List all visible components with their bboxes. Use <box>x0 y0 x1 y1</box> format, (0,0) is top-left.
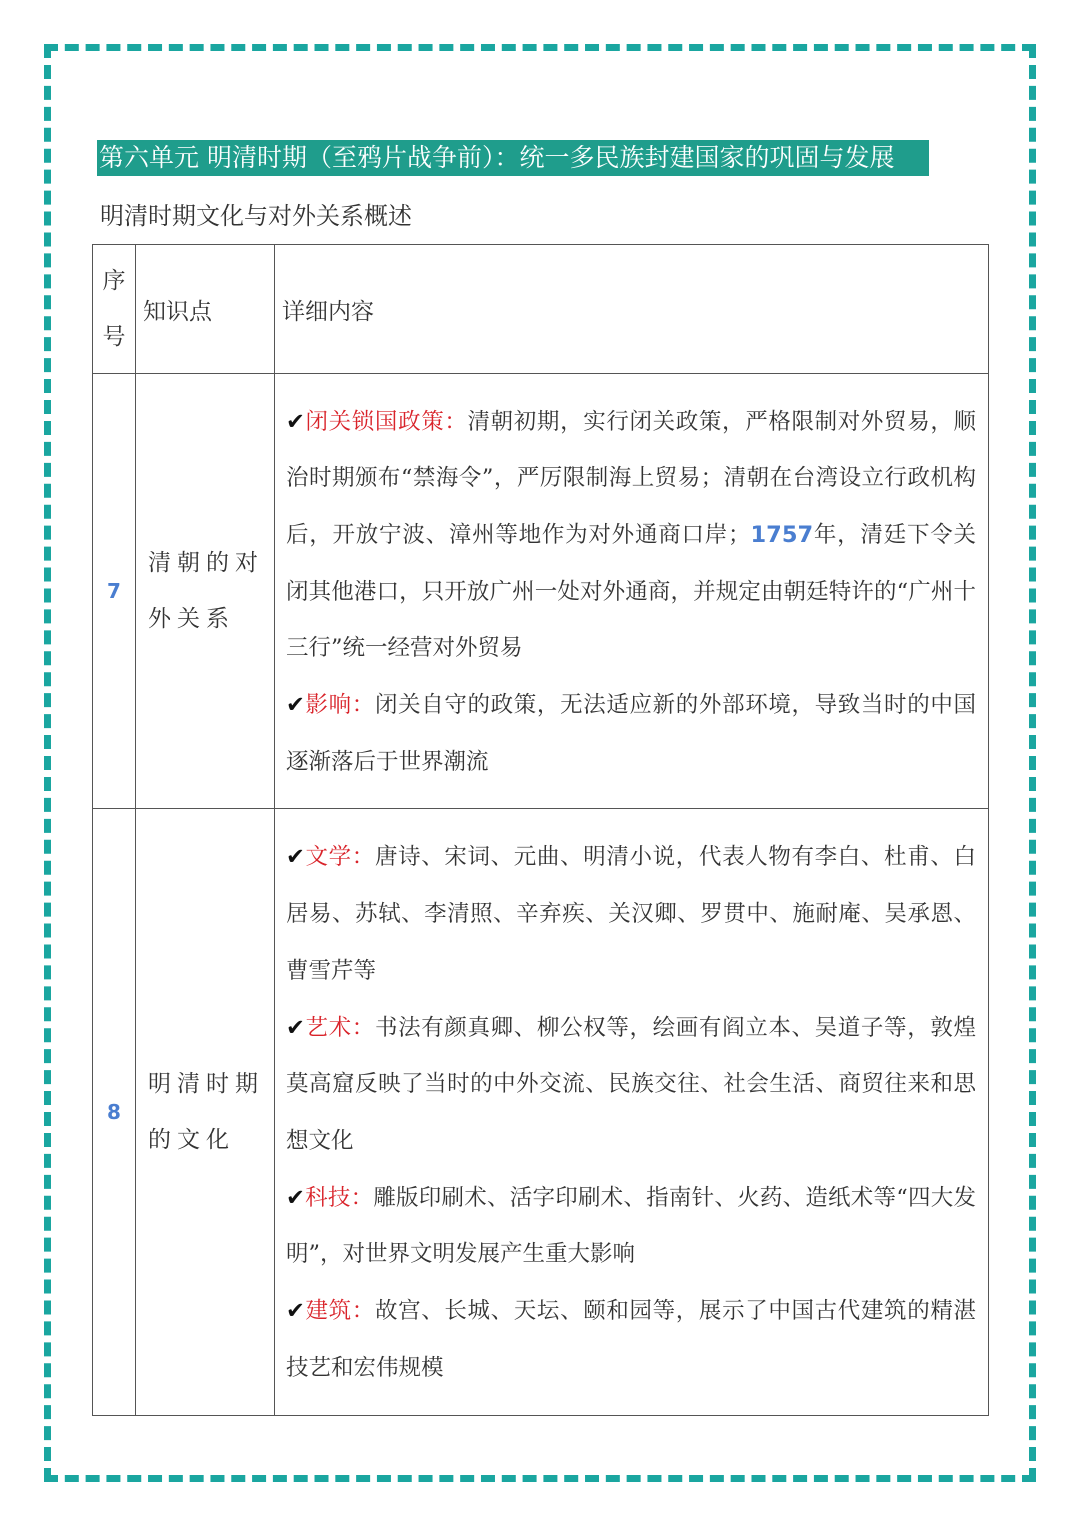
detail-key: 建筑： <box>304 1298 375 1325</box>
checkmark-icon: ✔ <box>286 408 305 435</box>
section-subtitle: 明清时期文化与对外关系概述 <box>100 202 412 230</box>
table-row <box>93 374 989 809</box>
header-number-top: 序 <box>102 268 126 294</box>
row-topic: 明清时期的文化 <box>136 809 275 1416</box>
row-topic: 清朝的对外关系 <box>136 374 275 809</box>
row-detail <box>275 809 989 1416</box>
detail-text: 唐诗、宋词、元曲、明清小说，代表人物有李白、杜甫、白居易、苏轼、李清照、辛弃疾、关汉卿、罗贯中、施耐庵、吴承恩、曹雪芹等 <box>286 844 976 984</box>
header-topic: 知识点 <box>136 245 275 374</box>
checkmark-icon: ✔ <box>286 692 305 719</box>
detail-key: 文学： <box>304 844 375 871</box>
knowledge-table <box>92 244 989 1416</box>
detail-key: 艺术： <box>304 1014 375 1041</box>
unit-title: 第六单元 明清时期（至鸦片战争前）：统一多民族封建国家的巩固与发展 <box>97 140 929 176</box>
checkmark-icon: ✔ <box>286 1184 305 1211</box>
detail-text: 书法有颜真卿、柳公权等，绘画有阎立本、吴道子等，敦煌莫高窟反映了当时的中外交流、民族交往、社会生活、商贸往来和思想文化 <box>286 1014 976 1154</box>
table-header-row <box>93 245 989 374</box>
checkmark-icon: ✔ <box>286 1014 305 1041</box>
header-detail: 详细内容 <box>275 245 989 374</box>
row-number: 7 <box>93 374 136 809</box>
detail-item <box>286 829 976 999</box>
detail-year: 1757 <box>750 521 814 548</box>
detail-text: 故宫、长城、天坛、颐和园等，展示了中国古代建筑的精湛技艺和宏伟规模 <box>286 1298 976 1381</box>
row-detail <box>275 374 989 809</box>
detail-key: 闭关锁国政策： <box>304 408 468 435</box>
checkmark-icon: ✔ <box>286 844 305 871</box>
detail-item <box>286 1000 976 1170</box>
detail-item <box>286 1170 976 1283</box>
detail-item <box>286 1283 976 1396</box>
detail-item <box>286 677 976 790</box>
detail-text: 闭关自守的政策，无法适应新的外部环境，导致当时的中国逐渐落后于世界潮流 <box>286 692 976 775</box>
header-number <box>93 245 136 374</box>
checkmark-icon: ✔ <box>286 1298 305 1325</box>
detail-text-cont: 年，清廷下令关闭其他港口，只开放广州一处对外通商，并规定由朝廷特许的“广州十三行”统一经营对外贸易 <box>286 521 976 662</box>
row-number: 8 <box>93 809 136 1416</box>
table-row <box>93 809 989 1416</box>
detail-text: 清朝初期，实行闭关政策，严格限制对外贸易，顺治时期颁布“禁海令”，严厉限制海上贸易；清朝在台湾设立行政机构后，开放宁波、漳州等地作为对外通商口岸； <box>286 408 976 548</box>
detail-key: 科技： <box>304 1184 374 1211</box>
detail-text: 雕版印刷术、活字印刷术、指南针、火药、造纸术等“四大发明”，对世界文明发展产生重大影响 <box>286 1184 976 1268</box>
header-number-bottom: 号 <box>102 324 126 350</box>
detail-key: 影响： <box>304 692 375 719</box>
detail-item <box>286 394 976 678</box>
